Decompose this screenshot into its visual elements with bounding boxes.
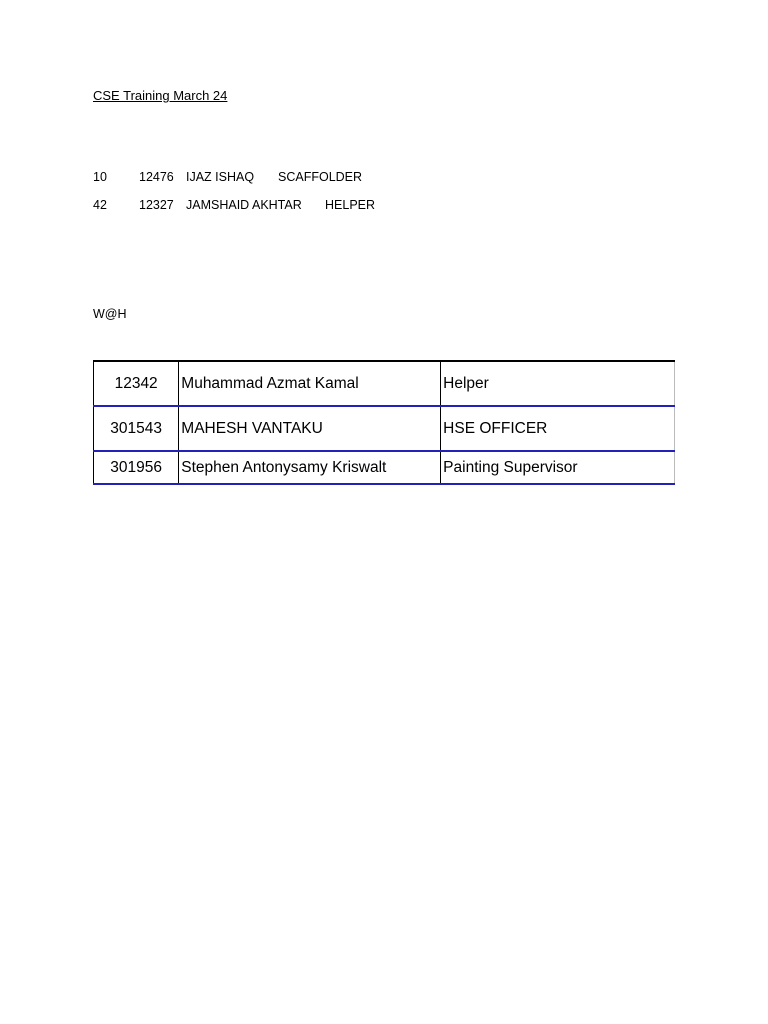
staff-id-cell: 301543 — [94, 406, 179, 451]
table-row — [94, 451, 675, 484]
staff-id-cell: 301956 — [94, 451, 179, 484]
employee-role: HELPER — [325, 198, 376, 212]
employee-name: JAMSHAID AKHTAR — [186, 198, 302, 212]
staff-name-cell: MAHESH VANTAKU — [179, 406, 441, 451]
employee-name: IJAZ ISHAQ — [186, 170, 255, 184]
table-row — [94, 406, 675, 451]
row-number: 10 — [93, 170, 107, 184]
table-row — [94, 361, 675, 406]
row-number: 42 — [93, 198, 107, 212]
staff-table — [93, 360, 675, 485]
staff-name-cell: Muhammad Azmat Kamal — [179, 361, 441, 406]
staff-role-cell: Helper — [441, 361, 675, 406]
employee-role: SCAFFOLDER — [278, 170, 363, 184]
staff-name-cell: Stephen Antonysamy Kriswalt — [179, 451, 441, 484]
employee-id: 12476 — [139, 170, 174, 184]
staff-role-cell: HSE OFFICER — [441, 406, 675, 451]
section-label: W@H — [93, 307, 127, 321]
employee-id: 12327 — [139, 198, 174, 212]
staff-role-cell: Painting Supervisor — [441, 451, 675, 484]
staff-id-cell: 12342 — [94, 361, 179, 406]
page-title: CSE Training March 24 — [93, 88, 228, 103]
